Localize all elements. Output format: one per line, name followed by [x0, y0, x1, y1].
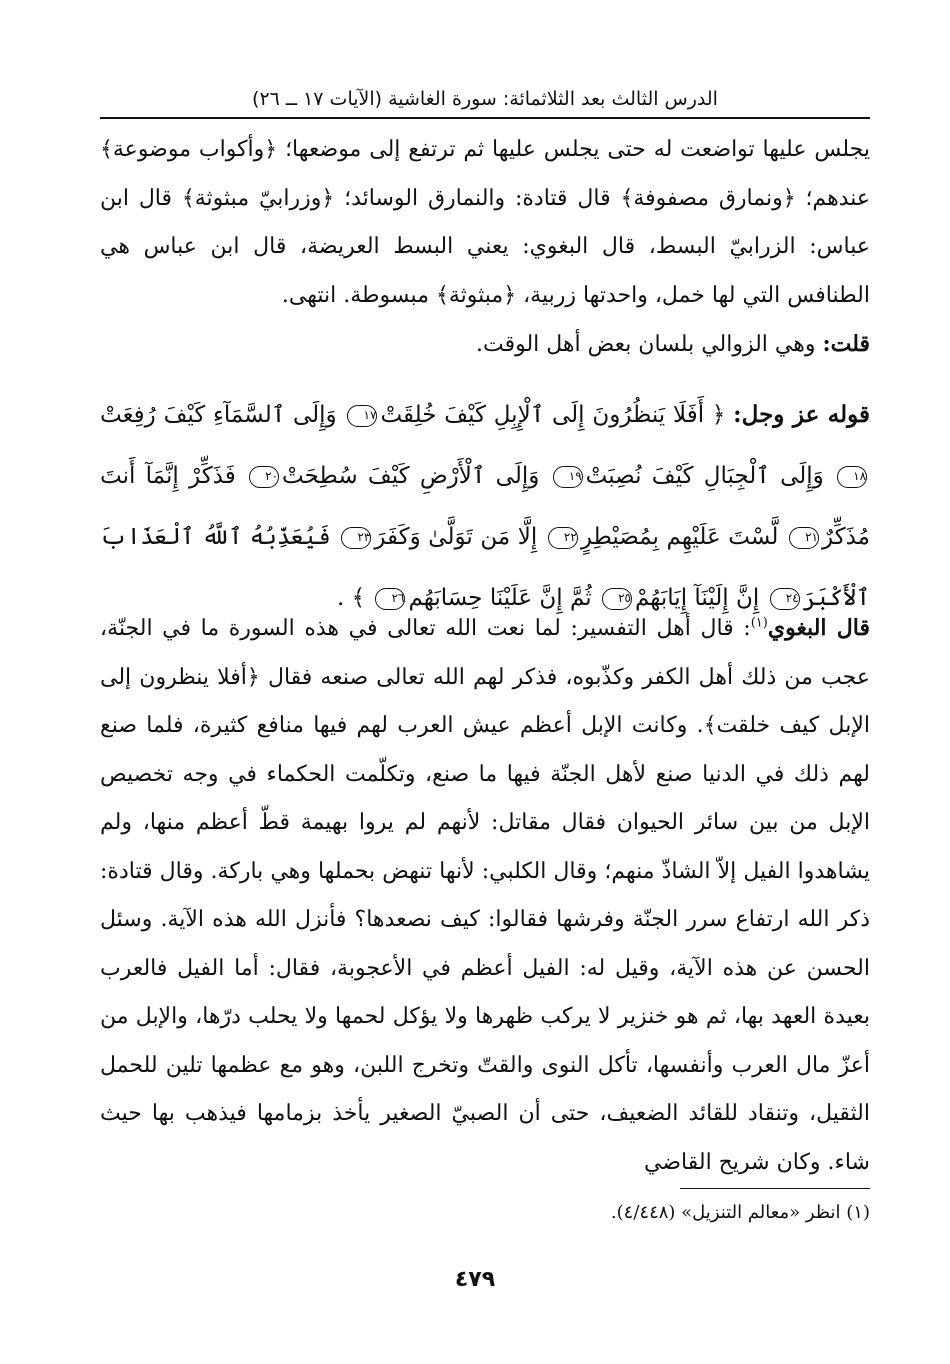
verses-closing: ﴾ .: [337, 585, 366, 611]
verse-segment: وَإِلَى ٱلْأَرْضِ كَيْفَ سُطِحَتْ: [282, 463, 540, 489]
footnote-reference[interactable]: (١): [750, 615, 768, 631]
verses-lead: قوله عز وجل:: [733, 401, 870, 428]
verse-segment: ﴿ أَفَلَا يَنظُرُونَ إِلَى ٱلْإِبِلِ كَيْفَ خُلِقَتْ: [380, 402, 726, 428]
verse-segment: وَإِلَى ٱلْجِبَالِ كَيْفَ نُصِبَتْ: [585, 463, 824, 489]
footnote-marker: (١): [846, 1202, 870, 1223]
paragraph-note-lead: قلت:: [822, 331, 870, 357]
paragraph-commentary-2: [100, 604, 870, 1187]
verse-segment: إِنَّ إِلَيْنَآ إِيَابَهُمْ: [634, 585, 760, 611]
ayah-number-marker: ٢٣: [341, 527, 371, 549]
quran-verses-block: [100, 384, 870, 629]
ayah-number-marker: ٢٢: [548, 527, 578, 549]
verse-segment: ثُمَّ إِنَّ عَلَيْنَا حِسَابَهُم: [408, 585, 592, 611]
footnote: [400, 1198, 870, 1228]
commentary-lead: قال البغوي: [767, 615, 871, 641]
paragraph-note-text: وهي الزوالي بلسان بعض أهل الوقت.: [475, 332, 823, 357]
verse-segment: وَإِلَى ٱلسَّمَآءِ كَيْفَ رُفِعَتْ: [100, 402, 337, 428]
ayah-number-marker: ٢١: [789, 527, 819, 549]
paragraph-note: [100, 320, 870, 370]
paragraph-commentary-1: يجلس عليها تواضعت له حتى يجلس عليها ثم ترتفع إلى موضعها؛ ﴿وأكواب موضوعة﴾ عندهم؛ ﴿ونمارق مصفوفة﴾ قال قتادة: والنمارق الوسائد؛ ﴿وزرابيّ مبثوثة﴾ قال ابن عباس: الزرابيّ البسط، قال البغوي: يعني البسط العريضة، قال ابن عباس هي الطنافس التي لها خمل، واحدتها زربية، ﴿مبثوثة﴾ مبسوطة. انتهى.: [100, 137, 870, 308]
ayah-number-marker: ١٨: [837, 466, 867, 488]
footnote-divider: [680, 1188, 870, 1189]
verse-segment: فَيُعَذِّبُهُ ٱللَّهُ ٱلْعَذَابَ ٱلْأَكْبَرَ: [100, 524, 870, 611]
verse-segment: لَّسْتَ عَلَيْهِم بِمُصَيْطِرٍ: [580, 524, 779, 550]
ayah-number-marker: ١٩: [553, 466, 583, 488]
ayah-number-marker: ٢٤: [770, 588, 800, 610]
page-number: ٤٧٩: [454, 1267, 496, 1292]
footnote-text: انظر «معالم التنزيل» (٤/٤٤٨).: [610, 1202, 847, 1223]
ayah-number-marker: ١٧: [347, 405, 377, 427]
verse-segment: فَذَكِّرْ إِنَّمَآ أَنتَ مُذَكِّرٌ: [100, 463, 871, 550]
ayah-number-marker: ٢٥: [602, 588, 632, 610]
verse-segment: إِلَّا مَن تَوَلَّىٰ وَكَفَرَ: [374, 524, 538, 550]
commentary-text: : قال أهل التفسير: لما نعت الله تعالى في هذه السورة ما في الجنّة، عجب من ذلك أهل الكفر وكذّبوه، فذكر لهم الله تعالى صنعه فقال ﴿أفلا ينظرون إلى الإبل كيف خلقت﴾. وكانت الإبل أعظم عيش العرب لهم فيها منافع كثيرة، فلما صنع لهم ذلك في الدنيا صنع لأهل الجنّة فيها ما صنع، وتكلّمت الحكماء في وجه تخصيص الإبل من بين سائر الحيوان فقال مقاتل: لأنهم لم يروا بهيمة قطّ أعظم منها، ولم يشاهدوا الفيل إلاّ الشاذّ منهم؛ وقال الكلبي: لأنها تنهض بحملها وهي باركة. وقال قتادة: ذكر الله ارتفاع سرر الجنّة وفرشها فقالوا: كيف نصعدها؟ فأنزل الله هذه الآية. وسئل الحسن عن هذه الآية، وقيل له: الفيل أعظم في الأعجوبة، فقال: أما الفيل فالعرب بعيدة العهد بها، ثم هو خنزير لا يركب ظهرها ولا يؤكل لحمها ولا يحلب درّها، والإبل من أعزّ مال العرب وأنفسها، تأكل النوى والقتّ وتخرج اللبن، وهو مع عظمها تلين للحمل الثقيل، وتنقاد للقائد الضعيف، حتى أن الصبيّ الصغير يأخذ بزمامها فيذهب بها حيث شاء. وكان شريح القاضي: [100, 616, 870, 1175]
running-header: الدرس الثالث بعد الثلاثمائة: سورة الغاشية (الآيات ١٧ ــ ٢٦): [252, 88, 718, 110]
header-divider: [100, 117, 870, 119]
ayah-number-marker: ٢٦: [375, 588, 405, 610]
ayah-number-marker: ٢٠: [249, 466, 279, 488]
